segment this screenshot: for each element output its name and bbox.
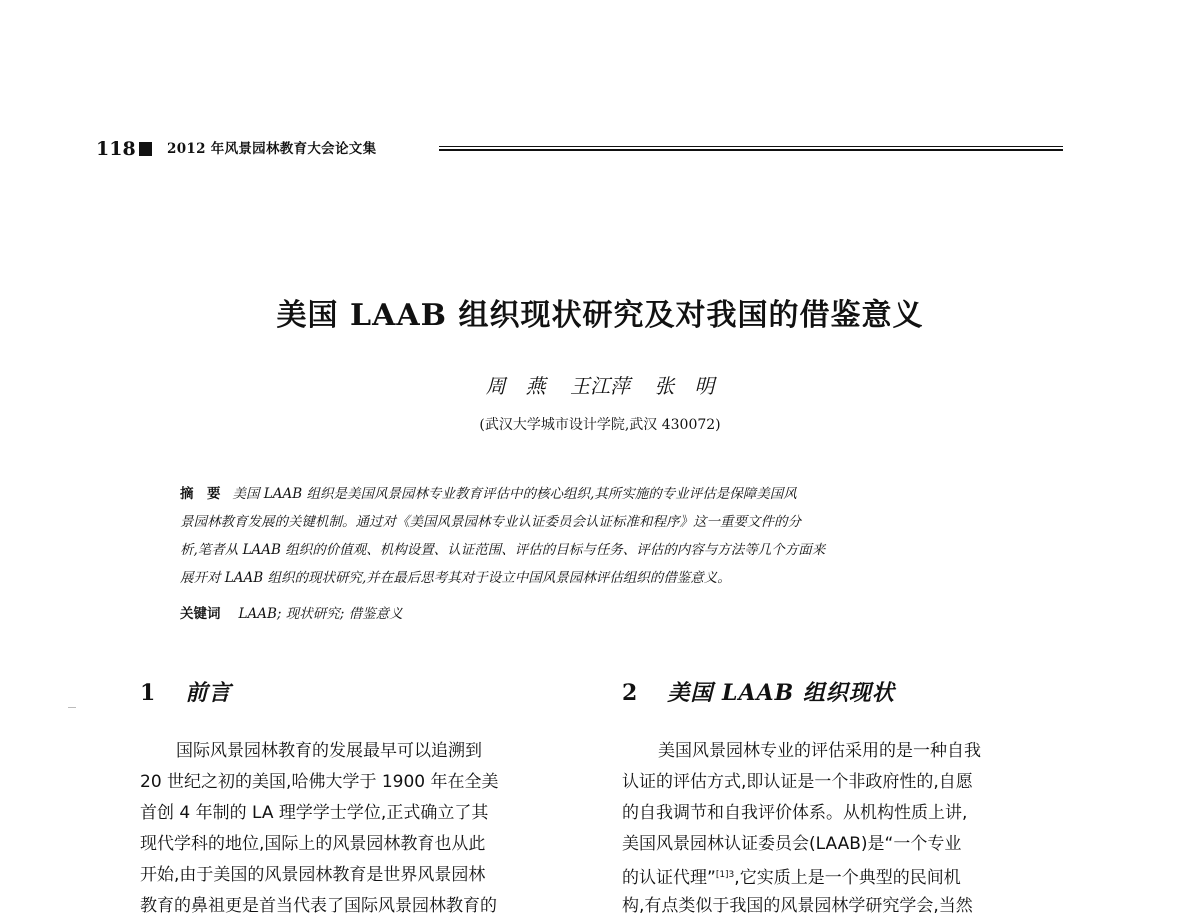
body-line: 的自我调节和自我评价体系。从机构性质上讲, [622, 803, 968, 823]
abstract-line [180, 480, 1030, 508]
header-rule-thin [439, 146, 1063, 147]
body-line: 20 世纪之初的美国,哈佛大学于 1900 年在全美 [140, 772, 499, 792]
author-name: 王江萍 [570, 374, 630, 398]
keywords [180, 600, 403, 628]
author-name: 周 燕 [485, 374, 546, 398]
keywords-label: 关键词 [180, 606, 221, 622]
abstract-label: 摘 要 [180, 486, 221, 502]
section-title: 前言 [185, 680, 232, 706]
body-line: 认证的评估方式,即认证是一个非政府性的,自愿 [622, 772, 973, 792]
body-line: 教育的鼻祖更是首当代表了国际风景园林教育的 [140, 896, 497, 916]
body-text: ,它实质上是一个典型的民间机 [734, 868, 961, 888]
section-title: 美国 LAAB 组织现状 [667, 680, 895, 706]
paper-title: 美国 LAAB 组织现状研究及对我国的借鉴意义 [276, 298, 924, 333]
section-heading-1 [140, 676, 231, 707]
keywords-text: LAAB; 现状研究; 借鉴意义 [238, 606, 403, 622]
black-square-icon [139, 142, 152, 156]
body-line [622, 860, 1067, 891]
page-number: 118 [96, 138, 136, 160]
body-line: 国际风景园林教育的发展最早可以追溯到 [176, 741, 482, 761]
body-line: 现代学科的地位,国际上的风景园林教育也从此 [140, 834, 486, 854]
affiliation: (武汉大学城市设计学院,武汉 430072) [479, 417, 721, 433]
body-column-left [140, 736, 585, 922]
abstract-line: 析,笔者从 LAAB 组织的价值观、机构设置、认证范围、评估的目标与任务、评估的内容与方法等几个方面来 [180, 542, 826, 558]
abstract-text: 美国 LAAB 组织是美国风景园林专业教育评估中的核心组织,其所实施的专业评估是保障美国风 [232, 486, 797, 502]
abstract [180, 480, 1030, 592]
body-line: 首创 4 年制的 LA 理学学士学位,正式确立了其 [140, 803, 489, 823]
margin-mark [68, 707, 76, 708]
body-line: 开始,由于美国的风景园林教育是世界风景园林 [140, 865, 486, 885]
abstract-line: 展开对 LAAB 组织的现状研究,并在最后思考其对于设立中国风景园林评估组织的借鉴意义。 [180, 570, 731, 586]
body-line: 美国风景园林专业的评估采用的是一种自我 [658, 741, 981, 761]
citation-ref: [1]3 [715, 870, 735, 880]
section-number: 2 [622, 680, 638, 706]
author-list [0, 370, 1200, 399]
body-text: 的认证代理” [622, 868, 716, 888]
running-header [96, 138, 1066, 160]
body-line: 构,有点类似于我国的风景园林学研究学会,当然 [622, 896, 973, 916]
abstract-line: 景园林教育发展的关键机制。通过对《美国风景园林专业认证委员会认证标准和程序》这一重要文件的分 [180, 514, 801, 530]
header-rule-thick [439, 149, 1063, 151]
running-title: 2012 年风景园林教育大会论文集 [167, 141, 377, 157]
section-number: 1 [140, 680, 156, 706]
body-column-right [622, 736, 1067, 922]
section-heading-2 [622, 676, 895, 707]
body-line: 美国风景园林认证委员会(LAAB)是“一个专业 [622, 834, 962, 854]
author-name: 张 明 [654, 374, 715, 398]
